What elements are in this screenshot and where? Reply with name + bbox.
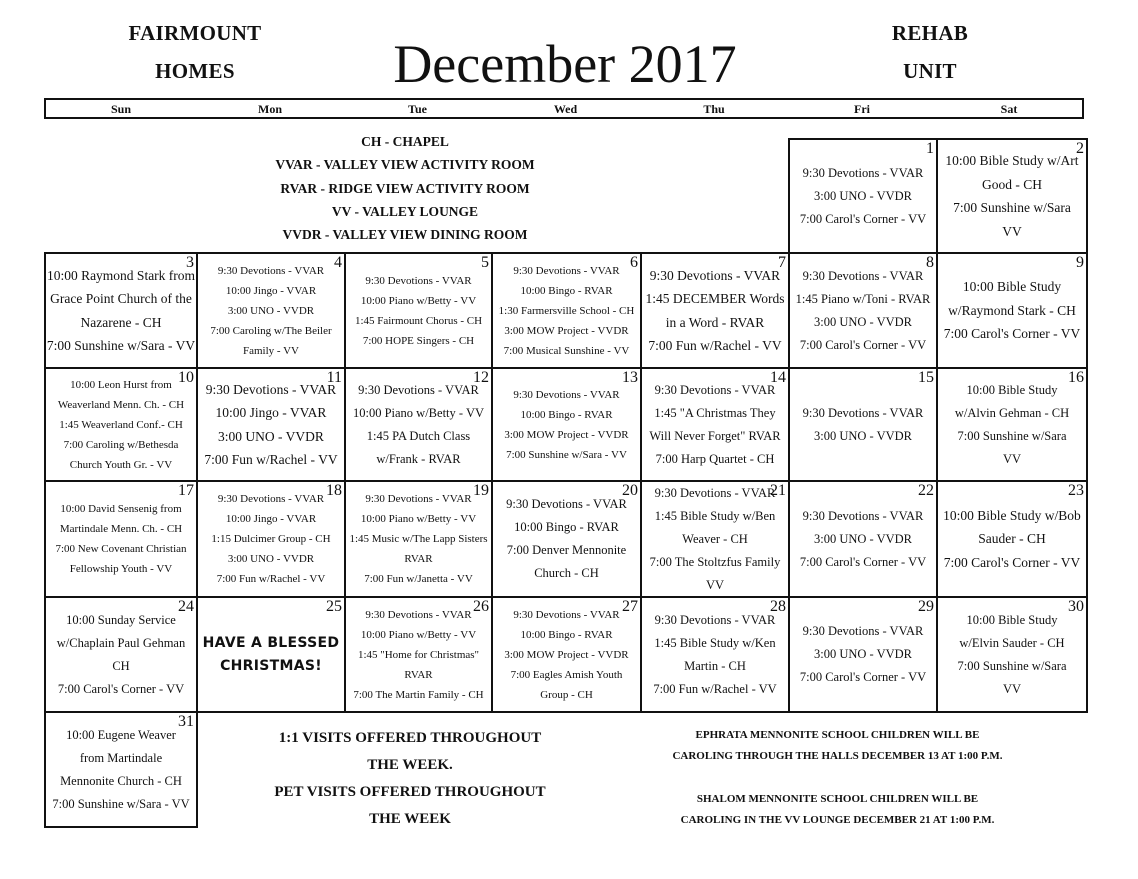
day-number: 12 [473, 369, 489, 386]
day-cell-28 [640, 596, 790, 713]
event-line: 1:30 Farmersville School - CH [498, 304, 635, 317]
event-line: 7:00 Carol's Corner - VV [57, 681, 185, 696]
event-line: 7:00 The Martin Family - CH [353, 688, 484, 701]
event-line: 9:30 Devotions - VVAR [649, 267, 781, 283]
event-line: 10:00 Sunday Service [66, 612, 176, 627]
event-line: 10:00 Piano w/Betty - VV [360, 513, 477, 525]
visits-note-line: THE WEEK. [367, 757, 453, 773]
facility-name [110, 14, 280, 90]
event-line: 9:30 Devotions - VVAR [365, 274, 472, 287]
event-line: 9:30 Devotions - VVAR [802, 268, 924, 283]
day-cell-30 [936, 596, 1088, 713]
day-cell-4 [196, 252, 346, 369]
day-number: 14 [770, 369, 786, 386]
day-cell-31 [44, 711, 198, 828]
day-number: 30 [1068, 598, 1084, 615]
event-line: 10:00 Bible Study w/Art [945, 153, 1079, 168]
event-line: Mennonite Church - CH [60, 773, 182, 788]
day-cell-27 [491, 596, 642, 713]
event-line: 9:30 Devotions - VVAR [506, 497, 627, 511]
event-line: from Martindale [79, 750, 163, 765]
event-line: w/Chaplain Paul Gehman [56, 635, 186, 650]
event-line: Nazarene - CH [80, 314, 162, 330]
event-line: 1:45 Piano w/Toni - RVAR [795, 291, 931, 306]
event-line: 3:00 UNO - VVDR [813, 647, 913, 661]
event-line: 7:00 Sunshine w/Sara [957, 428, 1067, 443]
location-legend [200, 130, 610, 246]
event-line: RVAR [404, 553, 433, 565]
event-line: 9:30 Devotions - VVAR [802, 508, 924, 523]
day-number: 18 [326, 482, 342, 499]
event-line: 7:00 Caroling w/The Beiler [210, 324, 332, 337]
day-cell-1 [788, 138, 938, 254]
event-line: 3:00 UNO - VVDR [813, 531, 913, 546]
day-number: 3 [186, 254, 194, 271]
event-line: 7:00 HOPE Singers - CH [362, 334, 475, 347]
legend-item: VVAR - VALLEY VIEW ACTIVITY ROOM [275, 157, 535, 173]
event-line: Good - CH [982, 176, 1042, 192]
facility-name-line-2: HOMES [155, 59, 235, 83]
event-line: 9:30 Devotions - VVAR [654, 485, 776, 500]
day-number: 4 [334, 254, 342, 271]
event-line: 9:30 Devotions - VVAR [654, 382, 776, 397]
day-cell-22 [788, 480, 938, 598]
event-line: 7:00 Harp Quartet - CH [655, 451, 775, 466]
day-cell-10 [44, 367, 198, 482]
day-number: 25 [326, 598, 342, 615]
event-line: 1:45 PA Dutch Class [366, 428, 471, 443]
event-line: 10:00 Eugene Weaver [66, 727, 176, 742]
event-line: 1:45 DECEMBER Words [645, 291, 785, 306]
event-line: Weaverland Menn. Ch. - CH [57, 398, 185, 411]
event-line: 10:00 Bible Study [966, 612, 1058, 627]
dow-sat: Sat [1000, 102, 1018, 116]
day-number: 26 [473, 598, 489, 615]
event-line: 7:00 Sunshine w/Sara [957, 658, 1067, 673]
dow-thu: Thu [703, 102, 725, 116]
event-line: 9:30 Devotions - VVAR [654, 612, 776, 627]
event-line: 7:00 Fun w/Janetta - VV [364, 573, 473, 585]
event-line: 10:00 David Sensenig from [60, 503, 182, 515]
event-line: 7:00 Sunshine w/Sara - VV [506, 448, 627, 461]
day-cell-21 [640, 480, 790, 598]
event-line: 9:30 Devotions - VVAR [513, 388, 620, 401]
event-line: 7:00 Sunshine w/Sara - VV [46, 338, 196, 353]
event-line: 1:45 Bible Study w/Ben [654, 508, 776, 523]
event-line: 10:00 Piano w/Betty - VV [360, 628, 477, 641]
day-cell-3 [44, 252, 198, 369]
event-line: 9:30 Devotions - VVAR [802, 624, 924, 638]
event-line: Fellowship Youth - VV [69, 563, 173, 575]
unit-name [855, 14, 1005, 90]
day-number: 11 [326, 369, 342, 386]
calendar-title: December 2017 [393, 34, 737, 94]
unit-name-line-1: REHAB [891, 21, 969, 45]
event-line: 7:00 Musical Sunshine - VV [503, 344, 630, 357]
event-line: 10:00 Bingo - RVAR [520, 284, 613, 297]
day-number: 2 [1076, 140, 1084, 157]
dow-fri: Fri [854, 102, 870, 116]
event-line: 3:00 UNO - VVDR [227, 553, 315, 565]
event-line: Church Youth Gr. - VV [69, 458, 173, 471]
day-number: 28 [770, 598, 786, 615]
event-line: Martindale Menn. Ch. - CH [59, 523, 183, 535]
event-line: 9:30 Devotions - VVAR [358, 382, 479, 397]
day-cell-15 [788, 367, 938, 482]
event-line: VV [1002, 451, 1022, 466]
day-cell-18 [196, 480, 346, 598]
event-line: VV [1002, 223, 1022, 239]
event-line: 7:00 Carol's Corner - VV [943, 554, 1081, 570]
day-cell-5 [344, 252, 493, 369]
visits-note [240, 725, 580, 833]
event-line: 7:00 Fun w/Rachel - VV [216, 573, 326, 585]
day-number: 10 [178, 369, 194, 386]
school-note-line: CAROLING THROUGH THE HALLS DECEMBER 13 AT 1:00 P.M. [672, 750, 1003, 762]
day-cell-16 [936, 367, 1088, 482]
day-cell-20 [491, 480, 642, 598]
event-line: 1:45 Fairmount Chorus - CH [354, 314, 483, 327]
day-number: 6 [630, 254, 638, 271]
event-line: 10:00 Raymond Stark from [46, 267, 196, 283]
event-line: 7:00 Carol's Corner - VV [799, 337, 927, 352]
visits-note-line: THE WEEK [369, 811, 451, 827]
event-line: 1:45 Bible Study w/Ken [654, 635, 776, 650]
day-cell-6 [491, 252, 642, 369]
event-line: 1:45 "A Christmas They [654, 405, 776, 420]
event-line: w/Frank - RVAR [376, 451, 461, 466]
school-note-line: CAROLING IN THE VV LOUNGE DECEMBER 21 AT 1:00 P.M. [680, 814, 995, 826]
unit-name-line-2: UNIT [903, 59, 957, 83]
day-cell-24 [44, 596, 198, 713]
event-line: Grace Point Church of the [50, 291, 192, 306]
event-line: 7:00 Denver Mennonite [506, 543, 627, 557]
day-cell-7 [640, 252, 790, 369]
event-line: 10:00 Piano w/Betty - VV [352, 405, 485, 420]
event-line: Family - VV [242, 344, 300, 357]
day-number: 24 [178, 598, 194, 615]
facility-name-line-1: FAIRMOUNT [128, 21, 262, 45]
event-line: 10:00 Piano w/Betty - VV [360, 294, 477, 307]
legend-item: VVDR - VALLEY VIEW DINING ROOM [282, 227, 528, 243]
day-cell-12 [344, 367, 493, 482]
event-line: VV [705, 577, 725, 592]
event-line: 9:30 Devotions - VVAR [217, 264, 325, 277]
day-number: 29 [918, 598, 934, 615]
day-cell-26 [344, 596, 493, 713]
day-number: 21 [770, 482, 786, 499]
event-line: 7:00 Carol's Corner - VV [799, 554, 927, 569]
event-line: Martin - CH [684, 658, 746, 673]
event-line: 7:00 Sunshine w/Sara [953, 200, 1071, 215]
day-cell-8 [788, 252, 938, 369]
event-line: 10:00 Bible Study [966, 382, 1058, 397]
event-line: 7:00 Carol's Corner - VV [943, 326, 1081, 342]
event-line: Church - CH [534, 566, 599, 580]
dow-sun: Sun [110, 102, 132, 116]
day-cell-17 [44, 480, 198, 598]
school-note-line: EPHRATA MENNONITE SCHOOL CHILDREN WILL BE [695, 729, 980, 741]
event-line: w/Elvin Sauder - CH [959, 635, 1065, 650]
day-number: 19 [473, 482, 489, 499]
school-note-line: SHALOM MENNONITE SCHOOL CHILDREN WILL BE [696, 793, 979, 805]
event-line: 10:00 Bingo - RVAR [514, 520, 619, 534]
event-line: 7:00 Carol's Corner - VV [799, 211, 927, 226]
event-line: 7:00 Fun w/Rachel - VV [204, 452, 338, 467]
event-line: Group - CH [540, 688, 593, 701]
day-cell-23 [936, 480, 1088, 598]
visits-note-line: PET VISITS OFFERED THROUGHOUT [274, 784, 546, 800]
event-line: 10:00 Bible Study w/Bob [943, 507, 1081, 523]
event-line: VV [1002, 681, 1022, 696]
day-number: 17 [178, 482, 194, 499]
school-caroling-note [640, 725, 1035, 831]
event-line: w/Raymond Stark - CH [948, 302, 1076, 318]
event-line: 1:45 "Home for Christmas" [357, 648, 480, 661]
event-line: 7:00 Eagles Amish Youth [510, 668, 623, 681]
dow-mon: Mon [258, 102, 282, 116]
day-cell-29 [788, 596, 938, 713]
day-cell-11 [196, 367, 346, 482]
event-line: 10:00 Jingo - VVAR [215, 405, 327, 420]
event-line: 9:30 Devotions - VVAR [513, 264, 620, 277]
event-line: 10:00 Jingo - VVAR [225, 284, 317, 297]
day-number: 22 [918, 482, 934, 499]
day-number: 15 [918, 369, 934, 386]
day-number: 20 [622, 482, 638, 499]
event-line: 7:00 New Covenant Christian [55, 543, 187, 555]
event-line: w/Alvin Gehman - CH [954, 405, 1070, 420]
day-number: 27 [622, 598, 638, 615]
event-line: 3:00 MOW Project - VVDR [504, 324, 629, 337]
holiday-greeting: HAVE A BLESSED [202, 634, 340, 651]
event-line: 7:00 Fun w/Rachel - VV [648, 338, 782, 353]
event-line: 3:00 MOW Project - VVDR [504, 648, 629, 661]
event-line: 9:30 Devotions - VVAR [217, 493, 325, 505]
event-line: 1:45 Weaverland Conf.- CH [59, 418, 183, 431]
event-line: RVAR [404, 668, 433, 681]
day-cell-13 [491, 367, 642, 482]
event-line: 9:30 Devotions - VVAR [802, 165, 924, 180]
event-line: 3:00 UNO - VVDR [813, 314, 913, 329]
event-line: 9:30 Devotions - VVAR [513, 608, 620, 621]
event-line: 7:00 The Stoltzfus Family [649, 554, 781, 569]
event-line: 3:00 UNO - VVDR [813, 188, 913, 203]
event-line: 7:00 Carol's Corner - VV [799, 670, 927, 684]
event-line: 1:15 Dulcimer Group - CH [211, 533, 331, 545]
legend-item: VV - VALLEY LOUNGE [331, 203, 479, 219]
event-line: 9:30 Devotions - VVAR [802, 405, 924, 420]
event-line: 9:30 Devotions - VVAR [365, 493, 472, 505]
event-line: 10:00 Bingo - RVAR [520, 408, 613, 421]
event-line: 3:00 UNO - VVDR [218, 428, 324, 444]
day-number: 5 [481, 254, 489, 271]
event-line: 3:00 UNO - VVDR [227, 304, 315, 317]
day-number: 1 [926, 140, 934, 157]
day-number: 23 [1068, 482, 1084, 499]
event-line: 7:00 Fun w/Rachel - VV [653, 681, 777, 696]
event-line: 10:00 Bible Study [962, 279, 1062, 295]
day-cell-2 [936, 138, 1088, 254]
day-number: 8 [926, 254, 934, 271]
event-line: 9:30 Devotions - VVAR [365, 608, 472, 621]
event-line: 9:30 Devotions - VVAR [205, 381, 337, 397]
day-cell-9 [936, 252, 1088, 369]
event-line: in a Word - RVAR [665, 314, 765, 330]
event-line: Sauder - CH [978, 531, 1046, 547]
event-line: 3:00 UNO - VVDR [813, 428, 913, 443]
day-number: 16 [1068, 369, 1084, 386]
day-cell-14 [640, 367, 790, 482]
day-of-week-header [44, 98, 1084, 119]
visits-note-line: 1:1 VISITS OFFERED THROUGHOUT [278, 730, 542, 746]
event-line: 1:45 Music w/The Lapp Sisters [349, 533, 488, 545]
event-line: CH [112, 658, 130, 673]
event-line: 10:00 Bingo - RVAR [520, 628, 613, 641]
event-line: Will Never Forget" RVAR [649, 428, 781, 443]
day-cell-19 [344, 480, 493, 598]
event-line: 7:00 Caroling w/Bethesda [63, 438, 179, 451]
dow-wed: Wed [553, 102, 578, 116]
event-line: Weaver - CH [682, 531, 748, 546]
event-line: 3:00 MOW Project - VVDR [504, 428, 629, 441]
legend-item: RVAR - RIDGE VIEW ACTIVITY ROOM [280, 180, 530, 196]
day-number: 9 [1076, 254, 1084, 271]
day-cell-25 [196, 596, 346, 713]
day-number: 7 [778, 254, 786, 271]
day-number: 31 [178, 713, 194, 730]
legend-item: CH - CHAPEL [361, 134, 449, 149]
event-line: 10:00 Leon Hurst from [70, 378, 172, 391]
holiday-greeting: CHRISTMAS! [220, 657, 322, 674]
day-number: 13 [622, 369, 638, 386]
event-line: 10:00 Jingo - VVAR [225, 513, 317, 525]
event-line: 7:00 Sunshine w/Sara - VV [52, 796, 190, 811]
dow-tue: Tue [408, 102, 427, 116]
